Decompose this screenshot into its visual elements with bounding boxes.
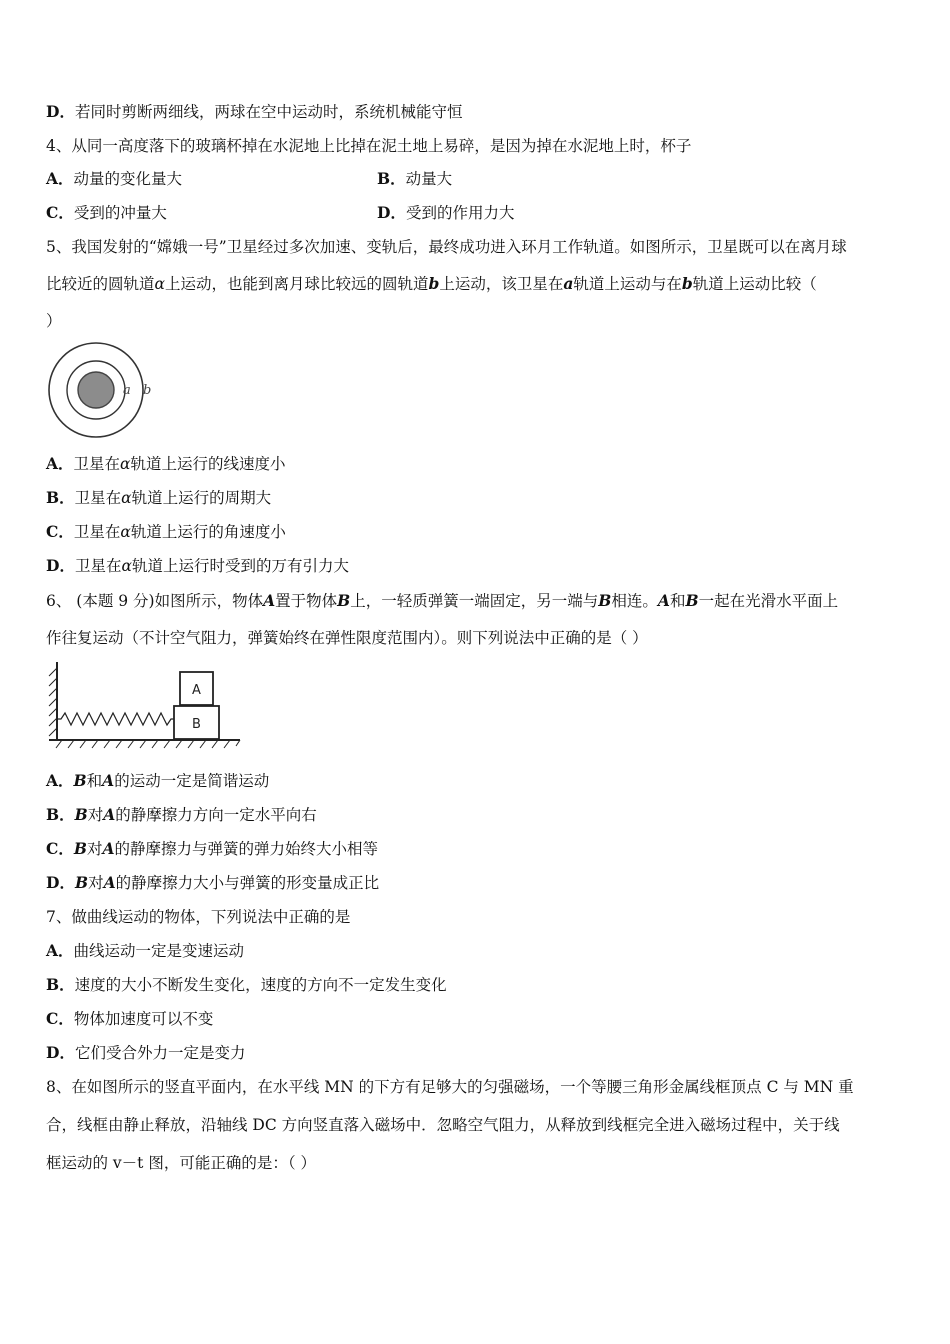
option-text: 动量的变化量大: [73, 170, 183, 188]
text-segment: 相连。: [611, 592, 658, 610]
orbit-diagram: [44, 340, 164, 440]
q4-option-a: [46, 169, 182, 189]
q4-option-d: [377, 203, 514, 223]
option-label: B．: [46, 975, 75, 994]
variable-alpha: α: [121, 489, 132, 507]
q6-stem-line1: [46, 591, 838, 611]
spring-block-diagram: [44, 660, 244, 752]
q4-stem: 4、从同一高度落下的玻璃杯掉在水泥地上比掉在泥土地上易碎，是因为掉在水泥地上时，杯子: [46, 137, 692, 155]
option-label: D．: [377, 203, 406, 222]
variable-B: B: [74, 805, 88, 824]
variable-alpha: α: [154, 275, 165, 293]
q5-option-b: [46, 488, 271, 508]
moon: [78, 372, 114, 408]
spring: [57, 713, 174, 725]
text-segment: 对: [87, 806, 104, 824]
q5-option-d: [46, 556, 349, 576]
option-text: 受到的作用力大: [405, 204, 515, 222]
q8-stem-line2: 合，线框由静止释放，沿轴线 DC 方向竖直落入磁场中．忽略空气阻力，从释放到线框完全进入磁场过程中，关于线: [46, 1116, 840, 1134]
text-segment: 轨道上运行的线速度小: [130, 455, 286, 473]
option-text: 动量大: [405, 170, 453, 188]
variable-alpha: α: [120, 455, 131, 473]
variable-A: A: [102, 771, 115, 790]
orbit-b-label: b: [143, 383, 152, 398]
q7-option-a: [46, 941, 244, 961]
text-segment: 上运动，该卫星在: [439, 275, 564, 293]
option-label: D．: [46, 102, 75, 121]
text-segment: 轨道上运行的角速度小: [130, 523, 286, 541]
q6-option-d: [46, 873, 379, 893]
orbit-a-label: a: [123, 383, 131, 398]
q6-option-c: [46, 839, 378, 859]
text-segment: 的静摩擦力大小与弹簧的形变量成正比: [115, 874, 380, 892]
q5-stem-line2: [46, 274, 817, 294]
option-label: C．: [46, 839, 74, 858]
option-label: A．: [46, 941, 74, 960]
variable-A: A: [102, 839, 115, 858]
text-segment: 轨道上运动与在: [573, 275, 682, 293]
option-text: 速度的大小不断发生变化，速度的方向不一定发生变化: [74, 976, 447, 994]
text-segment: 6、 (本题 9 分)如图所示，物体: [46, 592, 264, 610]
variable-B: B: [74, 873, 89, 892]
text-segment: 和: [669, 592, 686, 610]
text-segment: 卫星在: [73, 455, 121, 473]
option-text: 物体加速度可以不变: [73, 1010, 214, 1028]
q6-option-b: [46, 805, 317, 825]
text-segment: 轨道上运动比较（: [692, 275, 817, 293]
option-text: 它们受合外力一定是变力: [74, 1044, 246, 1062]
q7-option-c: [46, 1009, 213, 1029]
q7-option-d: [46, 1043, 245, 1063]
text-segment: 置于物体: [275, 592, 338, 610]
q5-stem-line1: 5、我国发射的“嫦娥一号”卫星经过多次加速、变轨后，最终成功进入环月工作轨道。如图所示，卫星既可以在离月球: [46, 238, 847, 256]
option-label: B．: [46, 805, 75, 824]
option-label: B．: [46, 488, 75, 507]
q5-option-c: [46, 522, 286, 542]
wall-hatching: [49, 668, 57, 736]
option-label: C．: [46, 1009, 74, 1028]
variable-A: A: [103, 873, 116, 892]
variable-A: A: [263, 591, 276, 610]
text-segment: 的运动一定是简谐运动: [114, 772, 270, 790]
variable-B: B: [73, 839, 87, 858]
text-segment: 卫星在: [73, 523, 121, 541]
q3-option-d: [46, 102, 462, 122]
variable-B: B: [337, 591, 351, 610]
q8-stem-line1: 8、在如图所示的竖直平面内，在水平线 MN 的下方有足够大的匀强磁场，一个等腰三角形金属线框顶点 C 与 MN 重: [46, 1078, 854, 1096]
option-label: D．: [46, 556, 75, 575]
variable-B: B: [685, 591, 699, 610]
text-segment: 轨道上运行的周期大: [131, 489, 272, 507]
option-label: A．: [46, 454, 74, 473]
option-text: 若同时剪断两细线，两球在空中运动时，系统机械能守恒: [74, 103, 463, 121]
text-segment: 的静摩擦力与弹簧的弹力始终大小相等: [114, 840, 379, 858]
q8-stem-line3: 框运动的 v－t 图，可能正确的是：（ ）: [46, 1154, 317, 1172]
variable-alpha: α: [120, 523, 131, 541]
text-segment: 上运动，也能到离月球比较远的圆轨道: [164, 275, 429, 293]
text-segment: 卫星在: [74, 489, 122, 507]
option-text: 曲线运动一定是变速运动: [73, 942, 245, 960]
option-label: D．: [46, 1043, 75, 1062]
variable-A: A: [657, 591, 670, 610]
option-label: A．: [46, 169, 74, 188]
text-segment: 上，一轻质弹簧一端固定，另一端与: [350, 592, 599, 610]
text-segment: 轨道上运行时受到的万有引力大: [131, 557, 349, 575]
q7-option-b: [46, 975, 447, 995]
option-label: D．: [46, 873, 75, 892]
q5-option-a: [46, 454, 286, 474]
variable-B: B: [598, 591, 612, 610]
variable-b: b: [681, 274, 693, 293]
option-label: C．: [46, 203, 74, 222]
q6-stem-line2: 作往复运动（不计空气阻力，弹簧始终在弹性限度范围内）。则下列说法中正确的是（ ）: [46, 629, 648, 647]
variable-alpha: α: [121, 557, 132, 575]
option-label: C．: [46, 522, 74, 541]
q4-option-c: [46, 203, 167, 223]
variable-b: b: [428, 274, 440, 293]
variable-a: a: [563, 274, 574, 293]
option-label: A．: [46, 771, 74, 790]
text-segment: 对: [86, 840, 103, 858]
ground-hatching: [56, 740, 240, 748]
text-segment: 一起在光滑水平面上: [698, 592, 839, 610]
option-label: B．: [377, 169, 406, 188]
block-b-label: B: [192, 717, 201, 732]
q6-option-a: [46, 771, 269, 791]
block-a-label: A: [192, 683, 201, 698]
text-segment: 和: [86, 772, 103, 790]
option-text: 受到的冲量大: [73, 204, 167, 222]
text-segment: 的静摩擦力方向一定水平向右: [115, 806, 317, 824]
text-segment: 对: [88, 874, 104, 892]
q5-stem-line3: ）: [46, 312, 62, 330]
variable-A: A: [103, 805, 116, 824]
variable-B: B: [73, 771, 87, 790]
text-segment: 比较近的圆轨道: [46, 275, 155, 293]
text-segment: 卫星在: [74, 557, 122, 575]
q4-option-b: [377, 169, 452, 189]
q7-stem: 7、做曲线运动的物体，下列说法中正确的是: [46, 908, 351, 926]
